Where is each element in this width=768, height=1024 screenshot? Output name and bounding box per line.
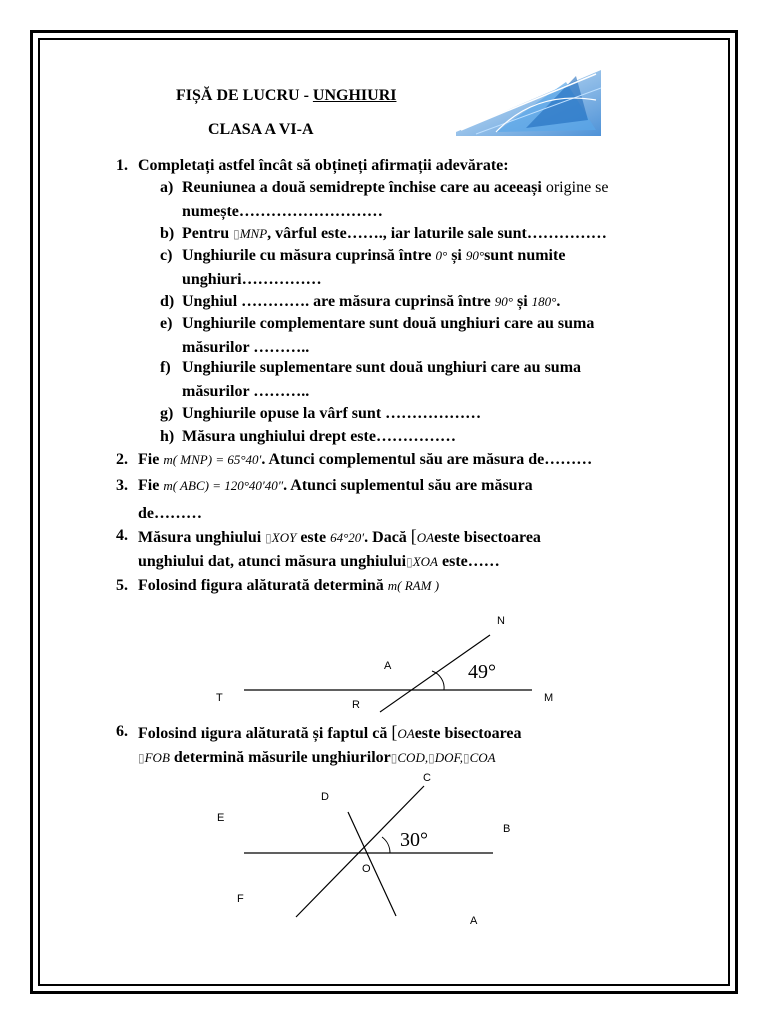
q4-text-5: unghiului dat, atunci măsura unghiului	[138, 553, 407, 570]
point-t-label: T	[216, 692, 223, 704]
comma: ,	[459, 750, 463, 765]
q1d-text-2: și	[516, 293, 528, 310]
q1c-value-2: 90°	[465, 248, 485, 263]
q5-text-1: Folosind figura alăturată determină	[138, 577, 384, 594]
q1f-text: Unghiurile suplementare sunt două unghiuri care au suma	[182, 359, 582, 376]
q6-ray: OA	[397, 726, 415, 741]
q1h-text: Măsura unghiului drept este……………	[182, 428, 456, 445]
q6-number: 6.	[116, 723, 128, 740]
line-da	[348, 812, 396, 916]
q4-text-2: este	[300, 529, 327, 546]
q1e-letter: e)	[160, 315, 173, 332]
point-a-label: A	[384, 660, 392, 672]
angle-symbol-icon: ▯	[463, 751, 470, 765]
q1f-text-cont: măsurilor ………..	[182, 383, 310, 400]
q2-math: m( MNP) = 65°40′	[163, 452, 262, 467]
point-a2-label: A	[470, 915, 478, 927]
q6-angle-cod: COD	[397, 750, 425, 765]
angle-symbol-icon: ▯	[390, 751, 398, 765]
q6-angle-coa: COA	[469, 750, 496, 765]
q6-text-1: Folosind ıigura alăturată și faptul că	[138, 725, 388, 742]
point-f-label: F	[237, 893, 244, 905]
q1g-letter: g)	[160, 405, 174, 422]
class-label: CLASA A VI-A	[208, 121, 314, 138]
comma: ,	[424, 750, 429, 765]
angle-49-label: 49°	[468, 661, 496, 683]
q1d-letter: d)	[160, 293, 175, 310]
q4-bracket: [	[410, 526, 417, 546]
point-c-label: C	[423, 772, 431, 784]
q1e-text-cont: măsurilor ………..	[182, 339, 310, 356]
q1a-text-1: Reuniunea a două semidrepte închise care au aceeași	[182, 179, 546, 196]
q4-text-4: este bisectoarea	[434, 529, 541, 546]
q6-text-2: este bisectoarea	[414, 725, 522, 742]
title-prefix: FIȘĂ DE LUCRU -	[176, 87, 313, 104]
q1b-text-2: , vârful este……., iar laturile sale sunt……………	[267, 225, 607, 242]
angle-symbol-icon: ▯	[428, 751, 435, 765]
q3-math: m( ABC) = 120°40′40″	[163, 478, 284, 493]
line-fc	[296, 786, 424, 917]
point-n-label: N	[497, 615, 505, 627]
q6-angle-dof: DOF	[434, 750, 460, 765]
q4-angle-1: XOY	[271, 530, 297, 545]
angle-symbol-icon: ▯	[138, 751, 145, 765]
q1h-letter: h)	[160, 428, 175, 445]
q3-text-1: Fie	[138, 477, 160, 494]
q1a-text-2: origine se	[545, 179, 609, 196]
point-d-label: D	[321, 791, 329, 803]
q5-number: 5.	[116, 577, 128, 594]
angle-30-label: 30°	[400, 829, 428, 851]
q1f-letter: f)	[160, 359, 171, 376]
point-e-label: E	[217, 812, 225, 824]
q1e-text: Unghiurile complementare sunt două unghiuri care au suma	[182, 315, 595, 332]
q1c-text-cont: unghiuri……………	[182, 271, 322, 288]
angle-symbol-icon: ▯	[233, 227, 240, 241]
q1b-angle: MNP	[239, 226, 268, 241]
q2-number: 2.	[116, 451, 128, 468]
q2-text-2: . Atunci complementul său are măsura de………	[261, 451, 593, 468]
q6-text-3: determină măsurile unghiurilor	[173, 749, 391, 766]
point-o-label: O	[362, 863, 371, 875]
q1c-text-1: Unghiurile cu măsura cuprinsă între	[182, 247, 432, 264]
q4-text-6: este……	[442, 553, 500, 570]
q1d-value-2: 180°	[531, 294, 557, 309]
q1g-text: Unghiurile opuse la vârf sunt ………………	[182, 405, 482, 422]
q1c-letter: c)	[160, 247, 173, 264]
q6-bracket: [	[391, 722, 398, 742]
q5-math: m( RAM )	[387, 578, 440, 593]
point-r-label: R	[352, 699, 360, 711]
point-b-label: B	[503, 823, 511, 835]
q3-text-2: . Atunci suplementul său are măsura	[283, 477, 533, 494]
q1-prompt: Completați astfel încât să obțineți afirmații adevărate:	[138, 157, 509, 174]
q1a-text-cont: numește………………………	[182, 203, 383, 220]
q1b-text-1: Pentru	[182, 225, 230, 242]
q1c-text-2: și	[451, 247, 462, 264]
q1-number: 1.	[116, 157, 128, 174]
q1d-text-1: Unghiul …………. are măsura cuprinsă între	[182, 293, 491, 310]
angle-symbol-icon: ▯	[265, 531, 272, 545]
q4-number: 4.	[116, 527, 128, 544]
q3-text-cont: de………	[138, 505, 202, 522]
q4-angle-2: XOA	[412, 554, 438, 569]
q6-angle-fob: FOB	[144, 750, 170, 765]
q1c-value-1: 0°	[435, 248, 448, 263]
q2-text-1: Fie	[138, 451, 160, 468]
angle-arc-30	[382, 837, 390, 853]
q4-ray: OA	[416, 530, 435, 545]
q1b-letter: b)	[160, 225, 175, 242]
q1d-value-1: 90°	[494, 294, 513, 309]
q4-text-1: Măsura unghiului	[138, 529, 262, 546]
q4-text-3: . Dacă	[364, 529, 407, 546]
point-m-label: M	[544, 692, 554, 704]
angle-symbol-icon: ▯	[406, 555, 413, 569]
q1c-text-3: sunt numite	[484, 247, 566, 264]
q4-value: 64°20′	[330, 530, 365, 545]
title-topic: UNGHIURI	[312, 87, 397, 104]
q1a-letter: a)	[160, 179, 174, 196]
q3-number: 3.	[116, 477, 128, 494]
q1d-text-3: .	[556, 293, 561, 310]
